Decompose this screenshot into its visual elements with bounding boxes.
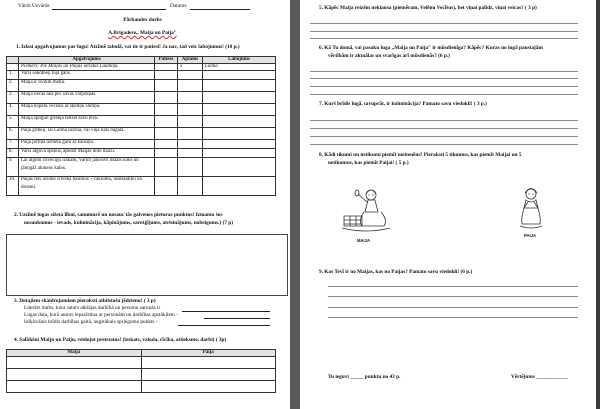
cell-num: 10. — [7, 177, 19, 196]
name-field[interactable] — [52, 9, 166, 10]
table-row — [7, 369, 276, 381]
cell-correction[interactable] — [203, 158, 276, 177]
answer-line[interactable] — [310, 128, 578, 129]
answer-line[interactable] — [310, 94, 578, 95]
table-row — [7, 92, 276, 104]
cell-num: 8. — [7, 149, 19, 158]
col-header-maija: Maija — [7, 350, 142, 357]
cell-false[interactable] — [178, 104, 203, 116]
answer-line[interactable] — [310, 86, 578, 87]
cell-statement: Paija pirtiņā uzmeta garu ar kausiņu. — [19, 140, 155, 149]
grade-label: Vērtējums — [511, 374, 535, 380]
cell-true[interactable] — [155, 64, 178, 71]
statement-line-2: jānogāž akmens kalns. — [21, 166, 67, 171]
cell-false[interactable] — [178, 158, 203, 177]
cell-statement: Varis sākotnēji bija gans. — [19, 71, 155, 80]
paija-caption: PAIJA — [524, 233, 537, 238]
definition-2: Lugas daļa, kurā autors iepazīstina ar personām un darbības apstākļiem - — [24, 312, 178, 318]
cell-num: 7. — [7, 140, 19, 149]
answer-line[interactable] — [310, 136, 578, 137]
answer-line[interactable] — [310, 31, 578, 32]
question-3-text: 3. Dotajiem skaidrojumiem pieraksti atbilstošu jēdzienu! ( 3 p) — [14, 298, 156, 304]
score-line — [328, 374, 400, 380]
cell-correction[interactable]: Laima — [203, 64, 276, 71]
cell-true[interactable] — [155, 140, 178, 149]
cell-num: 2. — [7, 80, 19, 92]
cell-true[interactable] — [155, 149, 178, 158]
cell-correction[interactable] — [203, 71, 276, 80]
cell-correction[interactable] — [203, 177, 276, 196]
table-row — [7, 116, 276, 128]
answer-line[interactable] — [310, 120, 578, 121]
question-5-text: 5. Kāpēc Maija reizēm neklausa (piemēram, Velēnu Vecīšus), bet viņai palīdz, viņai veicas? ( 3 p) — [319, 5, 537, 11]
page-2 — [300, 0, 596, 409]
date-label: Datums — [170, 3, 187, 9]
col-header-false: Aplams — [178, 57, 203, 64]
cell-false[interactable] — [178, 149, 203, 158]
subtitle-text: A.Brigadere„ Maija un Paija" — [108, 30, 177, 36]
definition-1: Literārs darbs, kura saturs atklājas darbībā un personu sarunās ir — [24, 305, 161, 311]
table-row — [7, 128, 276, 140]
table-row — [7, 71, 276, 80]
question-9-text: 9. Kas Tevī ir no Maijas, kas no Paijas? Pamato savu viedokli! (6 p.) — [319, 269, 473, 275]
answer-line[interactable] — [310, 38, 578, 39]
table-row — [7, 80, 276, 92]
answer-line[interactable] — [310, 71, 578, 72]
cell-false[interactable] — [178, 71, 203, 80]
cell-true[interactable] — [155, 128, 178, 140]
cell-statement — [19, 158, 155, 177]
cell-num: 6. — [7, 128, 19, 140]
cell-true[interactable] — [155, 104, 178, 116]
girl-standing-illustration-icon — [516, 186, 546, 230]
statement-line-1: Paijas tēls iezīmē cilvēka tikumus – čaklumu, neatlaidību un — [21, 177, 142, 182]
cell-statement: Maija spogulī gribēja redzēt savu tēvu. — [19, 116, 155, 128]
question-6-line-1: 6. Kā Tu domā, vai pasaku luga „Maija un Paija" ir mūsdienīga? Kāpēc? Kuras no lugā paustajām — [319, 45, 543, 51]
table-header-row — [7, 350, 276, 357]
plot-curve-drawing-area[interactable] — [6, 234, 288, 296]
definition-3: Izšķirošais brīdis darbības gaitā, augstākais sprieguma punkts - — [24, 319, 158, 325]
cell-maija[interactable] — [7, 381, 142, 393]
question-8-line-2: netikumus, kas piemīt Paijai! ( 5 p.) — [328, 160, 409, 166]
cell-statement — [19, 177, 155, 196]
cell-false[interactable] — [178, 177, 203, 196]
cell-maija[interactable] — [7, 357, 142, 369]
answer-line[interactable] — [328, 286, 578, 287]
cell-true[interactable] — [155, 80, 178, 92]
cell-num — [7, 64, 19, 71]
grade-blank[interactable]: ____________ — [536, 374, 568, 380]
cell-statement: Maija nopēra vecīšus ar šķēliņu slotiņu. — [19, 104, 155, 116]
cell-paija[interactable] — [141, 357, 276, 369]
question-6-line-2: vērtībām ir aktuālas un svarīgas arī mūsdienās? (6 p.) — [328, 53, 450, 59]
comparison-table — [6, 349, 276, 393]
cell-correction[interactable] — [203, 116, 276, 128]
true-false-table — [6, 56, 276, 196]
col-header-correction: Labojums — [203, 57, 276, 64]
cell-correction[interactable] — [203, 140, 276, 149]
date-field[interactable] — [190, 9, 250, 10]
answer-line-2[interactable] — [204, 318, 270, 319]
col-header-true: Patiess — [155, 57, 178, 64]
answer-line[interactable] — [310, 23, 578, 24]
cell-statement: Maija liecās akā pēc savas vārpstiņas. — [19, 92, 155, 104]
statement-line-2: drosmi. — [21, 185, 37, 190]
cell-true[interactable] — [155, 92, 178, 104]
cell-num: 5. — [7, 116, 19, 128]
table-header-row — [7, 57, 276, 64]
question-8-line-1: 8. Kādi tikumi un netikumi piemīt meitenēm? Pieraksti 5 tikumus, kas piemīt Maijai un 5 — [319, 152, 522, 158]
score-suffix: punktu no 43 p. — [364, 374, 401, 380]
name-label: Vārds Uzvārds — [18, 3, 50, 9]
cell-true[interactable] — [155, 71, 178, 80]
question-4-text: 4. Salīdzini Maiju un Paiju, veidojot pretstatus! (izskats, valoda, rīcība, attieksme, darbi) ( 3p) — [14, 337, 227, 343]
cell-paija[interactable] — [141, 381, 276, 393]
cell-statement: Varis atguva spēkus, apēdot Maijas doto maizi. — [19, 149, 155, 158]
cell-true[interactable] — [155, 177, 178, 196]
cell-maija[interactable] — [7, 369, 142, 381]
answer-line[interactable] — [328, 307, 578, 308]
cell-false[interactable] — [178, 92, 203, 104]
answer-line[interactable] — [310, 144, 578, 145]
table-row — [7, 140, 276, 149]
score-prefix: Tu ieguvi — [328, 374, 349, 380]
statement-line-1: Lai atgūtu cilvēcīgu izskatu, Varim jānocērt liktais koks un — [21, 158, 139, 163]
cell-num: 3. — [7, 92, 19, 104]
cell-false[interactable] — [178, 116, 203, 128]
document-title: Pārbaudes darbs — [123, 17, 162, 23]
question-7-text: 7. Kurš brīdis lugā, tavuprāt, ir kulminācija? Pamato savu viedokli! ( 3 p.) — [319, 101, 487, 107]
cell-statement: Maija ir Svilim meita. — [19, 80, 155, 92]
table-row — [7, 357, 276, 369]
cell-correction[interactable] — [203, 128, 276, 140]
viewer-edge-border — [596, 0, 600, 409]
cell-statement: Piemērs: Pie Maijas un Paijas ierodas Laumiņa. — [19, 64, 155, 71]
question-2-line-1: 2. Uzzīmē lugas sižeta līkni, sanumurē un nosauc tās galvenos pieturas punktus! Izmanto šos — [14, 212, 223, 218]
cell-false[interactable] — [178, 80, 203, 92]
answer-line[interactable] — [310, 78, 578, 79]
question-1-text: 1. Izlasi apgalvojumus par lugu! Atzīmē tabulā, vai tie ir patiesi! Ja nav, tad veic labojumus! (10 p.) — [16, 44, 240, 50]
col-header-statement: Apgalvojums — [19, 57, 155, 64]
col-header-number — [7, 57, 19, 64]
cell-false[interactable]: x — [178, 64, 203, 71]
cell-false[interactable] — [178, 128, 203, 140]
grade-line — [511, 374, 568, 380]
score-blank[interactable]: _____ — [350, 374, 364, 380]
example-row — [7, 64, 276, 71]
cell-false[interactable] — [178, 140, 203, 149]
cell-num: 9. — [7, 158, 19, 177]
answer-line[interactable] — [328, 296, 578, 297]
cell-paija[interactable] — [141, 369, 276, 381]
table-row — [7, 381, 276, 393]
table-row — [7, 158, 276, 177]
cell-correction[interactable] — [203, 92, 276, 104]
page-1 — [0, 0, 290, 409]
cell-num: 1. — [7, 71, 19, 80]
cell-correction[interactable] — [203, 149, 276, 158]
cell-num: 4. — [7, 104, 19, 116]
cell-correction[interactable] — [203, 80, 276, 92]
cell-statement: Paija gribēji, lai Laima uzzina, vai viņa kļūs bagāta. — [19, 128, 155, 140]
table-row — [7, 177, 276, 196]
maija-caption: MAIJA — [357, 238, 371, 243]
cell-correction[interactable] — [203, 104, 276, 116]
girl-at-well-illustration-icon — [340, 186, 392, 236]
table-row — [7, 149, 276, 158]
answer-line-1[interactable] — [182, 311, 270, 312]
answer-line[interactable] — [328, 317, 578, 318]
table-row — [7, 104, 276, 116]
answer-line-3[interactable] — [178, 325, 270, 326]
document-subtitle — [0, 30, 285, 36]
cell-true[interactable] — [155, 116, 178, 128]
cell-true[interactable] — [155, 158, 178, 177]
col-header-paija: Paija — [141, 350, 276, 357]
question-2-line-2: nosaukumus - ievads, kulminācija, kāpinājums, sarežģījums, atrisinājums, nobeigums.) (7 p) — [24, 220, 234, 226]
